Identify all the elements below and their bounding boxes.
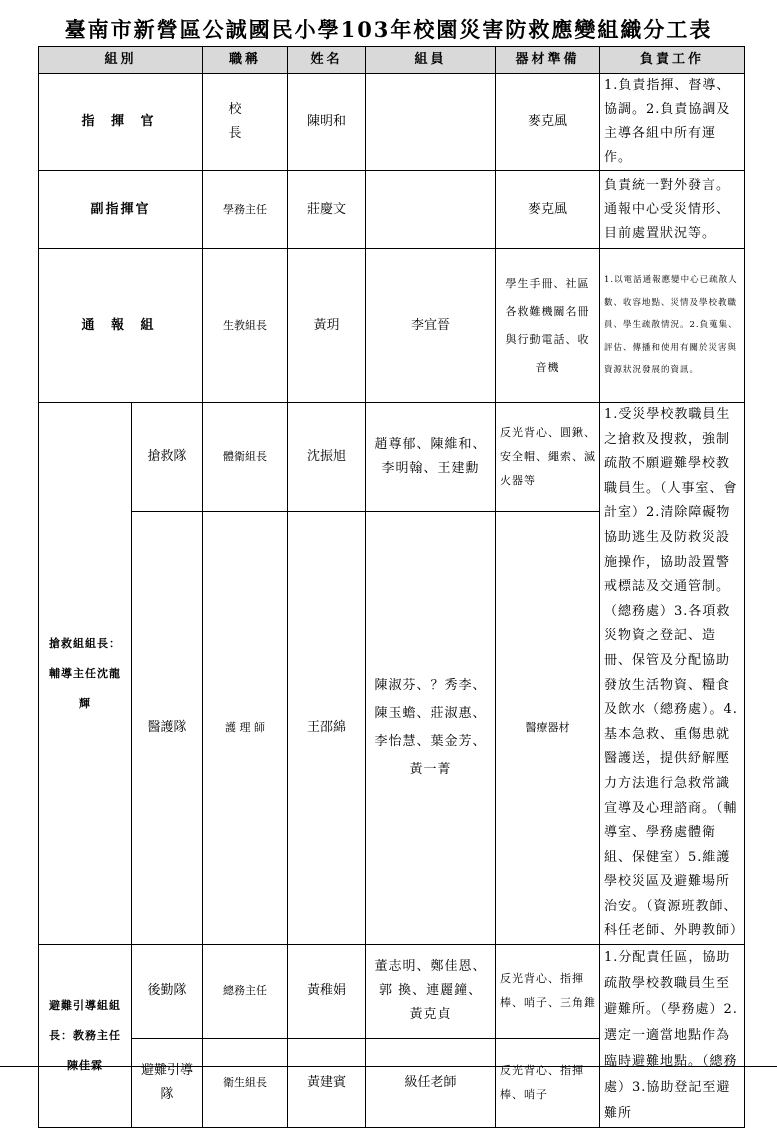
- commander-row: [39, 74, 745, 171]
- medical-team-leader: 王邵綿: [288, 512, 366, 945]
- header-group: 組別: [39, 47, 203, 74]
- header-equipment: 器材準備: [496, 47, 600, 74]
- organization-table: [38, 46, 745, 1128]
- notification-equipment: 學生手冊、社區各救難機關名冊與行動電話、收音機: [496, 249, 600, 403]
- evac-group-duty: 1.分配責任區，協助疏散學校教職員生至避難所。（學務處）2.選定一適當地點作為臨時避難地點。（總務處）3.協助登記至避難所: [600, 945, 745, 1128]
- page-bottom-rule: [0, 1066, 777, 1067]
- commander-equipment: 麥克風: [496, 74, 600, 171]
- rescue-team-equipment: 反光背心、圓鍬、安全帽、繩索、滅火器等: [496, 403, 600, 512]
- evac-team-equipment: 反光背心、指揮棒、哨子: [496, 1038, 600, 1127]
- notification-name: 黃玥: [288, 249, 366, 403]
- medical-team-members: 陳淑芬、？秀李、陳玉蟾、莊淑惠、李怡慧、葉金芳、黃一菁: [366, 512, 496, 945]
- medical-team-name: 醫護隊: [132, 512, 203, 945]
- vice-commander-duty: 負責統一對外發言。 通報中心受災情形、目前處置狀況等。: [600, 171, 745, 249]
- rescue-team-leader: 沈振旭: [288, 403, 366, 512]
- rescue-group-duty: 1.受災學校教職員生之搶救及搜救，強制疏散不願避難學校教職員生。（人事室、會計室）2.清除障礙物協助逃生及防救災設施操作，協助設置警戒標誌及交通管制。（總務處）3.各項救災物資之登記、造冊、保管及分配協助發放生活物資、糧食及飲水（總務處）。4.基本急救、重傷患就醫護送，提供紓解壓力方法進行急救常識宣導及心理諮商。（輔導室、學務處體衛組、保健室）5.維護學校災區及避難場所治安。（資源班教師、科任老師、外聘教師）: [600, 403, 745, 945]
- vice-commander-members: [366, 171, 496, 249]
- notification-group: 通 報 組: [39, 249, 203, 403]
- evac-team-name: 避難引導隊: [132, 1038, 203, 1127]
- header-row: [39, 47, 745, 74]
- commander-name: 陳明和: [288, 74, 366, 171]
- evac-group-label: 避難引導組組長：教務主任陳佳霖: [39, 945, 132, 1128]
- notification-duty: 1.以電話通報應變中心已疏散人數、收容地點、災情及學校教職員、學生疏散情況。2.負蒐集、評估、傳播和使用有關於災害與資源狀況發展的資訊。: [600, 249, 745, 403]
- evac-team-position: 衛生組長: [203, 1038, 288, 1127]
- notification-position: 生教組長: [203, 249, 288, 403]
- vice-commander-row: [39, 171, 745, 249]
- rescue-team-position: 體衛組長: [203, 403, 288, 512]
- header-name: 姓名: [288, 47, 366, 74]
- notification-members: 李宜晉: [366, 249, 496, 403]
- logistics-team-members: 董志明、鄭佳恩、郭 換、連麗鐘、黃克貞: [366, 945, 496, 1039]
- rescue-team-row: [39, 403, 745, 512]
- logistics-team-name: 後勤隊: [132, 945, 203, 1039]
- commander-group: 指 揮 官: [39, 74, 203, 171]
- logistics-team-equipment: 反光背心、指揮棒、哨子、三角錐: [496, 945, 600, 1039]
- page-title: 臺南市新營區公誠國民小學103年校園災害防救應變組織分工表: [64, 17, 713, 42]
- vice-commander-group: 副指揮官: [39, 171, 203, 249]
- evac-team-members: 級任老師: [366, 1038, 496, 1127]
- vice-commander-equipment: 麥克風: [496, 171, 600, 249]
- header-duty: 負責工作: [600, 47, 745, 74]
- header-position: 職稱: [203, 47, 288, 74]
- evac-team-leader: 黃建賓: [288, 1038, 366, 1127]
- notification-row: [39, 249, 745, 403]
- rescue-team-members: 趙尊郁、陳維和、李明翰、王建勳: [366, 403, 496, 512]
- vice-commander-name: 莊慶文: [288, 171, 366, 249]
- commander-position: 校 長: [203, 74, 288, 171]
- logistics-team-leader: 黃稚娟: [288, 945, 366, 1039]
- vice-commander-position: 學務主任: [203, 171, 288, 249]
- header-members: 組員: [366, 47, 496, 74]
- logistics-team-position: 總務主任: [203, 945, 288, 1039]
- logistics-team-row: [39, 945, 745, 1039]
- medical-team-position: 護 理 師: [203, 512, 288, 945]
- medical-team-equipment: 醫療器材: [496, 512, 600, 945]
- commander-duty: 1.負責指揮、督導、協調。2.負責協調及主導各組中所有運作。: [600, 74, 745, 171]
- rescue-group-label: 搶救組組長：輔導主任沈龍輝: [39, 403, 132, 945]
- rescue-team-name: 搶救隊: [132, 403, 203, 512]
- commander-members: [366, 74, 496, 171]
